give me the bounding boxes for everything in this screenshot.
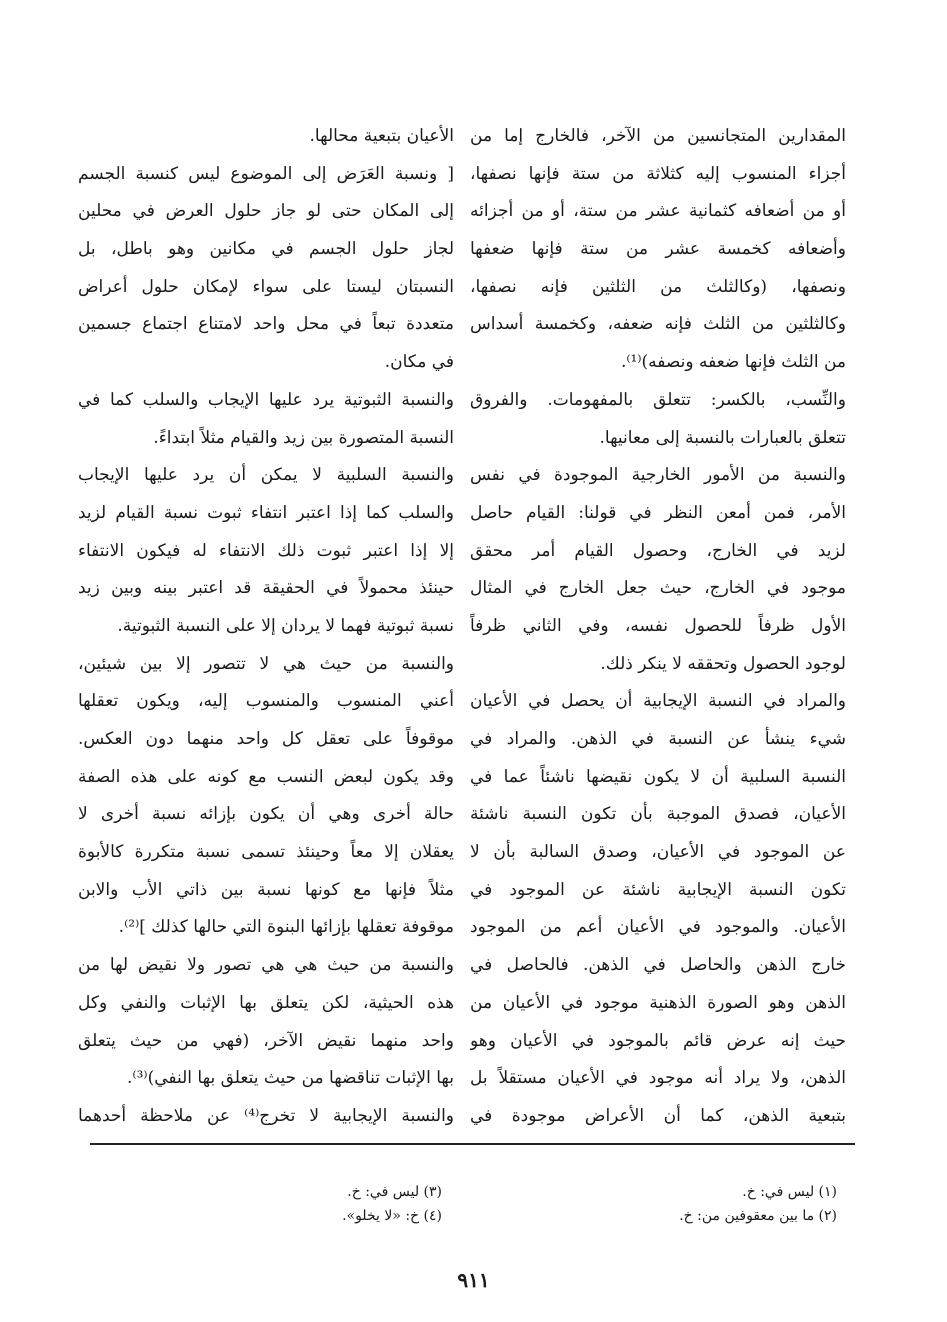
text-line: إلى المكان حتى لو جاز حلول العرض في محلين xyxy=(78,201,454,222)
text-line: مثلاً فإنها مع كونها نسبة بين ذاتي الأب والابن xyxy=(78,879,454,900)
footnotes-right xyxy=(507,1180,837,1228)
text-line: إلا إذا اعتبر ثبوت ذلك الانتفاء له فيكون الانتفاء xyxy=(78,540,454,561)
left-text-column xyxy=(78,118,454,1136)
text-line: موقوفاً على تعقل كل واحد منهما دون العكس. xyxy=(78,729,454,749)
text-line: النسبة المتصورة بين زيد والقيام مثلاً ابتداءً. xyxy=(153,427,454,448)
text-line: [ ونسبة العَرَض إلى الموضوع ليس كنسبة الجسم xyxy=(78,163,454,184)
text-line: الذهن وهو الصورة الذهنية موجود في الأعيان من xyxy=(470,992,846,1013)
footnote: (٤) خ: «لا يخلو». xyxy=(342,1208,442,1224)
text-line: بتبعية الذهن، كما أن الأعراض موجودة في xyxy=(470,1105,846,1126)
text-line: والنسبة الثبوتية يرد عليها الإيجاب والسلب كما في xyxy=(78,389,454,410)
text-line: حيث إنه عرض قائم بالموجود في الأعيان وهو xyxy=(470,1030,846,1051)
text-line: الذهن، ولا يراد أنه موجود في الأعيان مستقلاً بل xyxy=(470,1068,846,1089)
text-line: أجزاء المنسوب إليه كثلاثة من ستة فإنها نصفها، xyxy=(470,163,846,184)
text-line: واحد منهما نقيض الآخر، (فهي من حيث يتعلق xyxy=(78,1030,454,1051)
page-number: ٩١١ xyxy=(457,1268,490,1292)
text-line: الأعيان. والموجود في الأعيان أعم من الموجود xyxy=(470,917,846,938)
text-line: عن الموجود في الأعيان، وصدق السالبة بأن لا xyxy=(470,842,846,863)
text-line: شيء ينشأ عن النسبة في الذهن. والمراد في xyxy=(470,729,846,749)
text-line: ونصفها، (وكالثلث من الثلثين فإنه نصفها، xyxy=(470,276,846,297)
text-line: لزيد في الخارج، وحصول القيام أمر محقق xyxy=(470,540,846,561)
footnotes-left xyxy=(162,1180,442,1228)
text-line: الأول ظرفاً للحصول نفسه، وفي الثاني ظرفاً xyxy=(470,615,846,636)
text-line: بها الإثبات تناقضها من حيث يتعلق بها النفي)⁽³⁾. xyxy=(127,1068,454,1089)
text-line: في مكان. xyxy=(384,352,454,373)
text-line: يعقلان إلا معاً وحينئذ تسمى نسبة متكررة كالأبوة xyxy=(78,842,454,863)
text-line: موقوفة تعقلها بإزائها البنوة التي حالها كذلك ]⁽²⁾. xyxy=(118,917,454,938)
text-line: خارج الذهن والحاصل في الذهن. فالحاصل في xyxy=(470,955,846,976)
text-line: حالة أخرى وهي أن يكون بإزائه نسبة أخرى لا xyxy=(78,804,454,825)
text-line: النسبة السلبية أن لا يكون نقيضها ناشئاً عما في xyxy=(470,766,846,787)
text-line: موجود في الخارج، حيث جعل الخارج في المثال xyxy=(470,578,846,599)
text-line: الأعيان بتبعية محالها. xyxy=(309,126,454,146)
text-line: والنسبة الإيجابية لا تخرج⁽⁴⁾ عن ملاحظة أحدهما xyxy=(78,1105,454,1126)
text-line: حينئذ محمولاً في الحقيقة قد اعتبر بينه وبين زيد xyxy=(78,578,454,599)
text-line: والسلب كما إذا اعتبر انتفاء ثبوت نسبة القيام لزيد xyxy=(78,502,454,523)
text-line: والمراد في النسبة الإيجابية أن يحصل في الأعيان xyxy=(470,691,846,712)
text-line: نسبة ثبوتية فهما لا يردان إلا على النسبة الثبوتية. xyxy=(117,615,454,636)
text-line: الأمر، فمن أمعن النظر في قولنا: القيام حاصل xyxy=(470,502,846,523)
right-text-column xyxy=(470,118,846,1136)
footnote: (٢) ما بين معقوفين من: خ. xyxy=(679,1208,837,1224)
footnote: (١) ليس في: خ. xyxy=(742,1184,837,1200)
text-line: هذه الحيثية، لكن يتعلق بها الإثبات والنفي وكل xyxy=(78,992,454,1013)
text-line: وأضعافه كخمسة عشر من ستة فإنها ضعفها xyxy=(470,239,846,260)
text-line: والنسبة السلبية لا يمكن أن يرد عليها الإيجاب xyxy=(78,465,454,486)
text-line: أعني المنسوب والمنسوب إليه، ويكون تعقلها xyxy=(78,691,454,712)
text-line: لوجود الحصول وتحققه لا ينكر ذلك. xyxy=(600,653,846,674)
text-line: متعددة تبعاً في محل واحد لامتناع اجتماع جسمين xyxy=(78,314,454,335)
text-line: وقد يكون لبعض النسب مع كونه على هذه الصفة xyxy=(78,766,454,787)
text-line: والنسبة من حيث هي هي تصور ولا نقيض لها من xyxy=(78,955,454,976)
footnote-separator xyxy=(90,1143,855,1145)
text-line: الأعيان، فصدق الموجبة بأن تكون النسبة ناشئة xyxy=(470,804,846,825)
text-line: تتعلق بالعبارات بالنسبة إلى معانيها. xyxy=(599,427,846,448)
footnote: (٣) ليس في: خ. xyxy=(347,1184,442,1200)
text-line: والنِّسب، بالكسر: تتعلق بالمفهومات. والفروق xyxy=(470,389,846,410)
text-line: والنسبة من حيث هي لا تتصور إلا بين شيئين، xyxy=(78,653,454,674)
text-line: لجاز حلول الجسم في مكانين وهو باطل، بل xyxy=(78,239,454,260)
text-line: النسبتان ليستا على سواء لإمكان حلول أعراض xyxy=(78,276,454,297)
text-line: والنسبة من الأمور الخارجية الموجودة في نفس xyxy=(470,465,846,486)
text-line: وكالثلثين من الثلث فإنه ضعفه، وكخمسة أسداس xyxy=(470,314,846,335)
text-line: تكون النسبة الإيجابية ناشئة عن الموجود في xyxy=(470,879,846,900)
text-line: المقدارين المتجانسين من الآخر، فالخارج إما من xyxy=(470,126,846,146)
text-line: أو من أضعافه كثمانية عشر من ستة، أو من أجزائه xyxy=(470,201,846,222)
text-line: من الثلث فإنها ضعفه ونصفه)⁽¹⁾. xyxy=(620,352,846,373)
